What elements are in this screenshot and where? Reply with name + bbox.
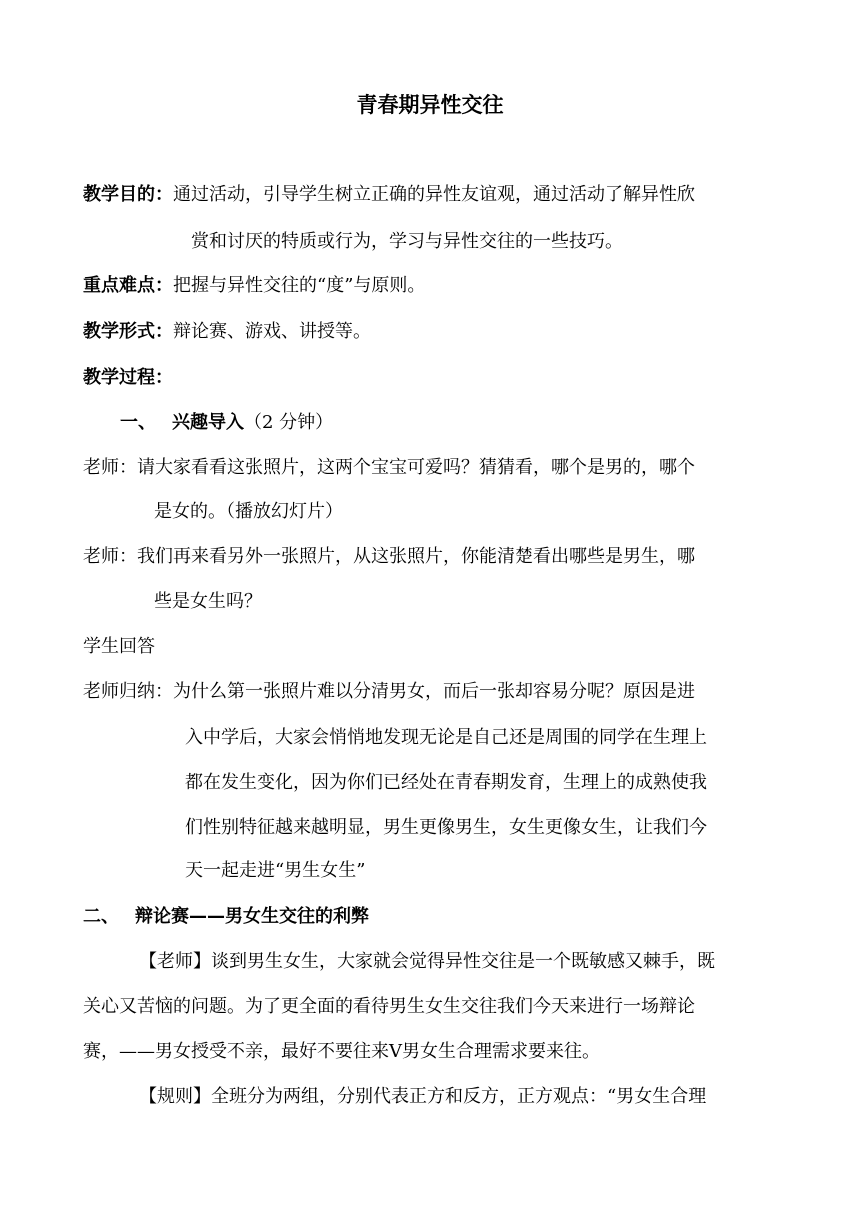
summary-text-1: 为什么第一张照片难以分清男女，而后一张却容易分呢？原因是进 xyxy=(173,681,695,702)
teacher-1-label: 老师： xyxy=(83,457,137,478)
teacher-para-line-1: 【老师】谈到男生女生，大家就会觉得异性交往是一个既敏感又棘手，既 xyxy=(139,951,715,972)
summary-text-4: 们性别特征越来越明显，男生更像男生，女生更像女生，让我们今 xyxy=(185,817,707,838)
rules-para-line-1: 【规则】全班分为两组，分别代表正方和反方，正方观点：“男女生合理 xyxy=(139,1086,707,1107)
teacher-1-line-1 xyxy=(83,454,695,482)
summary-text-5: 天一起走进“男生女生” xyxy=(185,860,366,881)
summary-text-2: 入中学后，大家会悄悄地发现无论是自己还是周围的同学在生理上 xyxy=(185,727,707,748)
objective-line-1 xyxy=(83,181,695,209)
summary-line-1 xyxy=(83,678,695,706)
key-points-text: 把握与异性交往的“度”与原则。 xyxy=(173,275,426,296)
teacher-2-line-1 xyxy=(83,543,695,571)
summary-text-3: 都在发生变化，因为你们已经处在青春期发育，生理上的成熟使我 xyxy=(185,772,707,793)
format-text: 辩论赛、游戏、讲授等。 xyxy=(173,321,371,342)
format-line xyxy=(83,318,371,346)
teacher-2-label: 老师： xyxy=(83,546,137,567)
section-1-duration: （2 分钟） xyxy=(244,412,334,433)
student-answer: 学生回答 xyxy=(83,636,155,657)
document-title: 青春期异性交往 xyxy=(356,93,504,117)
objective-text-1: 通过活动，引导学生树立正确的异性友谊观，通过活动了解异性欣 xyxy=(173,184,695,205)
format-label: 教学形式： xyxy=(83,321,173,342)
teacher-para-line-2: 关心又苦恼的问题。为了更全面的看待男生女生交往我们今天来进行一场辩论 xyxy=(83,996,695,1017)
teacher-2-text-2: 些是女生吗？ xyxy=(154,591,262,612)
teacher-2-text-1: 我们再来看另外一张照片，从这张照片，你能清楚看出哪些是男生，哪 xyxy=(137,546,695,567)
section-1-number: 一、 xyxy=(120,412,156,433)
section-1-heading xyxy=(120,409,333,437)
section-2-number: 二、 xyxy=(83,906,119,927)
key-points-label: 重点难点： xyxy=(83,275,173,296)
process-label: 教学过程： xyxy=(83,367,173,388)
section-1-title: 兴趣导入 xyxy=(172,412,244,433)
teacher-para-line-3: 赛，——男女授受不亲，最好不要往来Ⅴ男女生合理需求要来往。 xyxy=(83,1041,600,1062)
teacher-1-text-2: 是女的。（播放幻灯片） xyxy=(154,501,343,522)
objective-label: 教学目的： xyxy=(83,184,173,205)
objective-text-2: 赏和讨厌的特质或行为，学习与异性交往的一些技巧。 xyxy=(191,231,623,252)
teacher-1-text-1: 请大家看看这张照片，这两个宝宝可爱吗？猜猜看，哪个是男的，哪个 xyxy=(137,457,695,478)
section-2-title: 辩论赛——男女生交往的利弊 xyxy=(135,906,369,927)
key-points-line xyxy=(83,272,425,300)
section-2-heading xyxy=(83,903,369,931)
summary-label: 老师归纳： xyxy=(83,681,173,702)
